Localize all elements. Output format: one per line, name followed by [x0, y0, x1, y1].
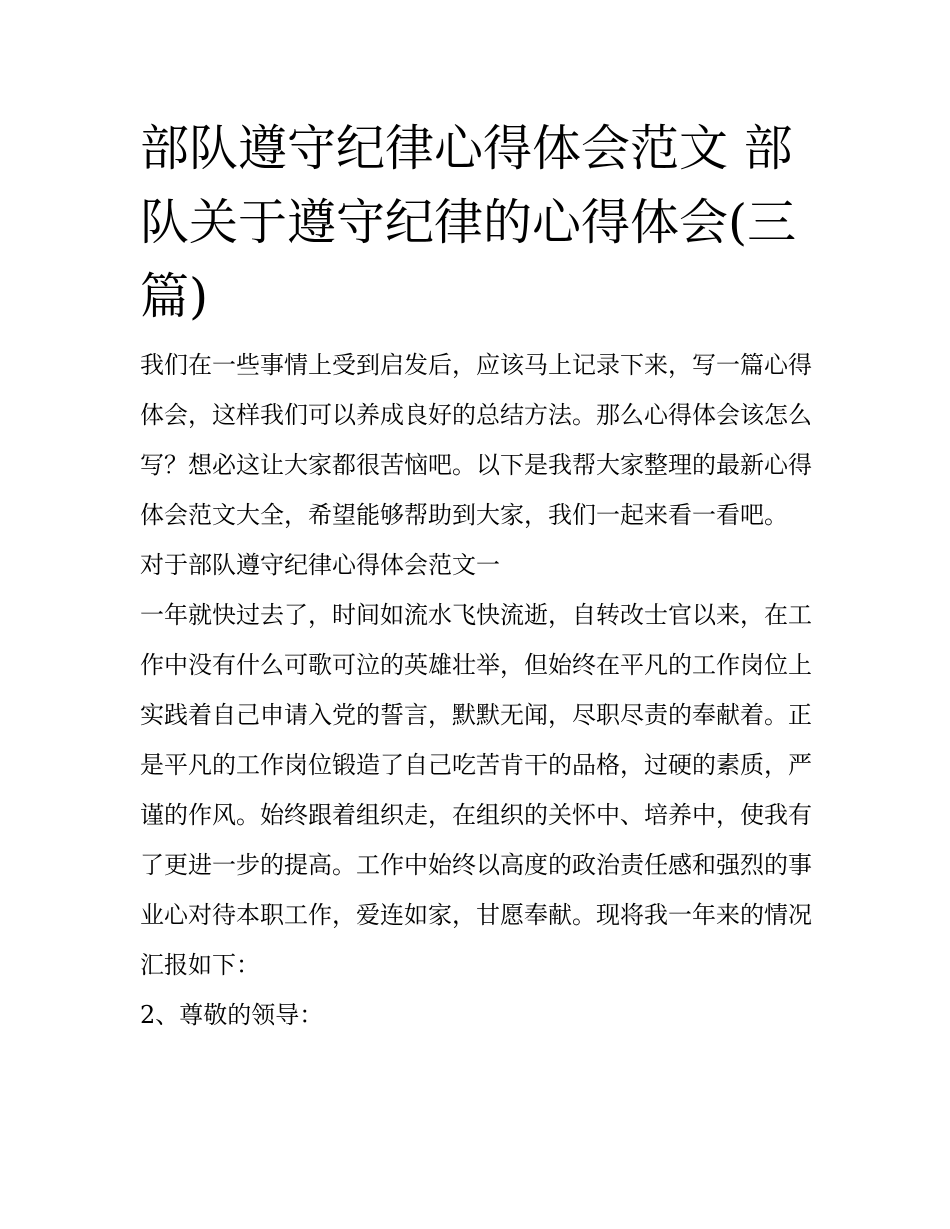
body-paragraph: 一年就快过去了，时间如流水飞快流逝，自转改士官以来，在工作中没有什么可歌可泣的英雄壮举，但始终在平凡的工作岗位上实践着自己申请入党的誓言，默默无闻，尽职尽责的奉献着。正是平凡的工作岗位锻造了自己吃苦肯干的品格，过硬的素质，严谨的作风。始终跟着组织走，在组织的关怀中、培养中，使我有了更进一步的提高。工作中始终以高度的政治责任感和强烈的事业心对待本职工作，爱连如家，甘愿奉献。现将我一年来的情况汇报如下：	[140, 601, 812, 979]
document-page	[140, 112, 812, 1040]
intro-paragraph: 我们在一些事情上受到启发后，应该马上记录下来，写一篇心得体会，这样我们可以养成良好的总结方法。那么心得体会该怎么写？想必这让大家都很苦恼吧。以下是我帮大家整理的最新心得体会范文大全，希望能够帮助到大家，我们一起来看一看吧。	[140, 351, 812, 529]
document-title: 部队遵守纪律心得体会范文 部队关于遵守纪律的心得体会(三篇)	[140, 120, 797, 325]
section-heading: 对于部队遵守纪律心得体会范文一	[140, 551, 500, 579]
list-item: 2、尊敬的领导：	[140, 1001, 324, 1029]
